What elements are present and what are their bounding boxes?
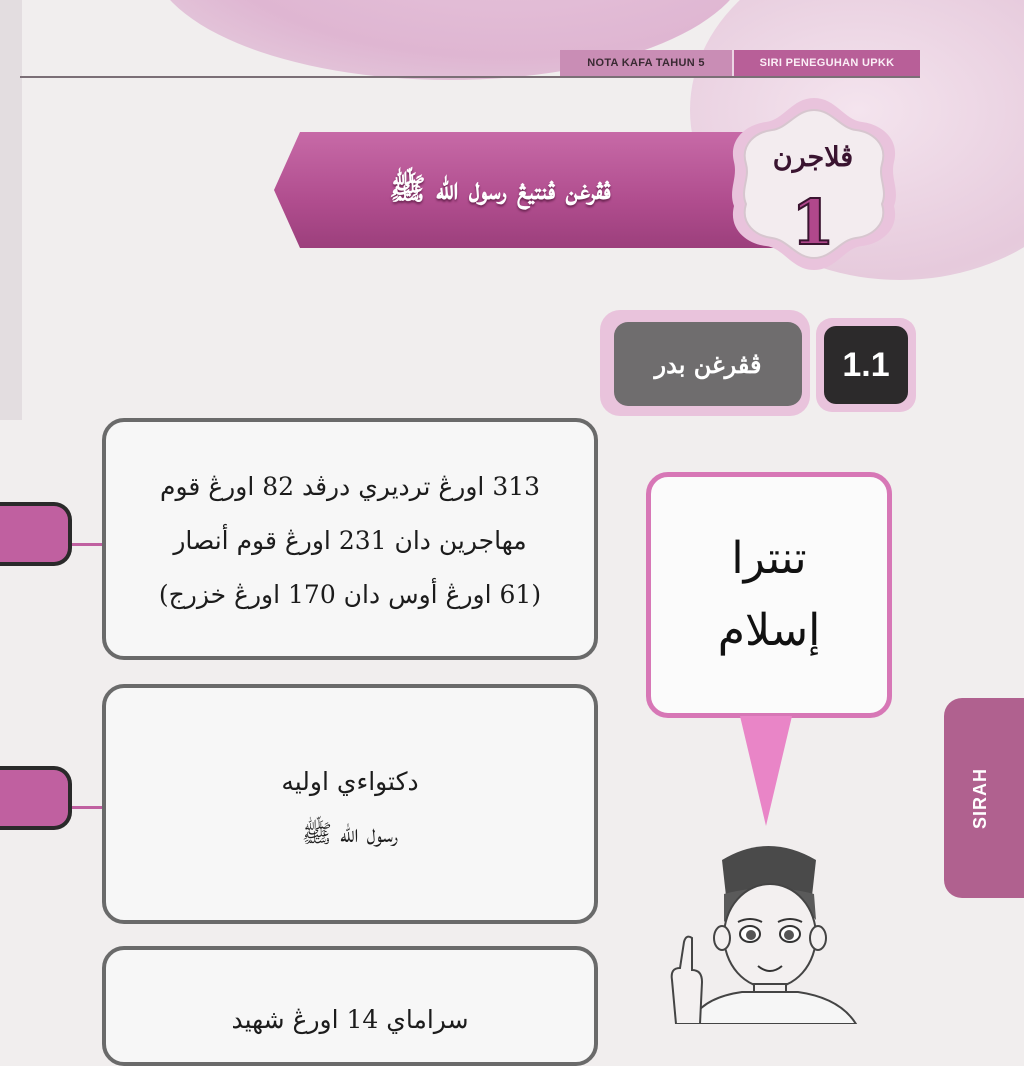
chapter-number: 1 (791, 186, 835, 259)
chapter-word: ڤلاجرن (772, 142, 854, 173)
speech-bubble-tail (740, 716, 792, 826)
fact-box-army (102, 418, 598, 660)
page-edge (0, 0, 22, 420)
boy-illustration (650, 830, 880, 1024)
header-rule (20, 76, 920, 78)
speech-bubble (646, 472, 892, 718)
fact-text-line: دكتواءي اوليه (281, 767, 419, 796)
connector-tab (0, 766, 72, 830)
fact-text-line: (61 اورڠ أوس دان 170 اورڠ خزرج) (158, 580, 542, 609)
fact-box-leader (102, 684, 598, 924)
chapter-title: ڤڤرغن ڤنتيڠ رسول الله ﷺ (389, 172, 611, 207)
fact-box-martyrs (102, 946, 598, 1066)
fact-text-line: سراماي 14 اورڠ شهيد (231, 1005, 469, 1034)
connector-tab (0, 502, 72, 566)
series-tag: SIRI PENEGUHAN UPKK (734, 50, 920, 76)
bubble-text-line: إسلام (717, 605, 821, 656)
connector-line (72, 806, 102, 809)
section-title: ڤڤرغن بدر (614, 322, 802, 406)
fact-text-line: رسول الله ﷺ (301, 819, 399, 848)
connector-line (72, 543, 102, 546)
sirah-label: SIRAH (969, 767, 990, 829)
section-number: 1.1 (824, 326, 908, 404)
book-title-tag: NOTA KAFA TAHUN 5 (560, 50, 732, 76)
fact-text-line: مهاجرين دان 231 اورڠ قوم أنصار (173, 526, 527, 555)
bubble-text-line: تنترا (731, 533, 807, 584)
fact-text-line: 313 اورڠ ترديري درڤد 82 اورڠ قوم (159, 472, 541, 501)
